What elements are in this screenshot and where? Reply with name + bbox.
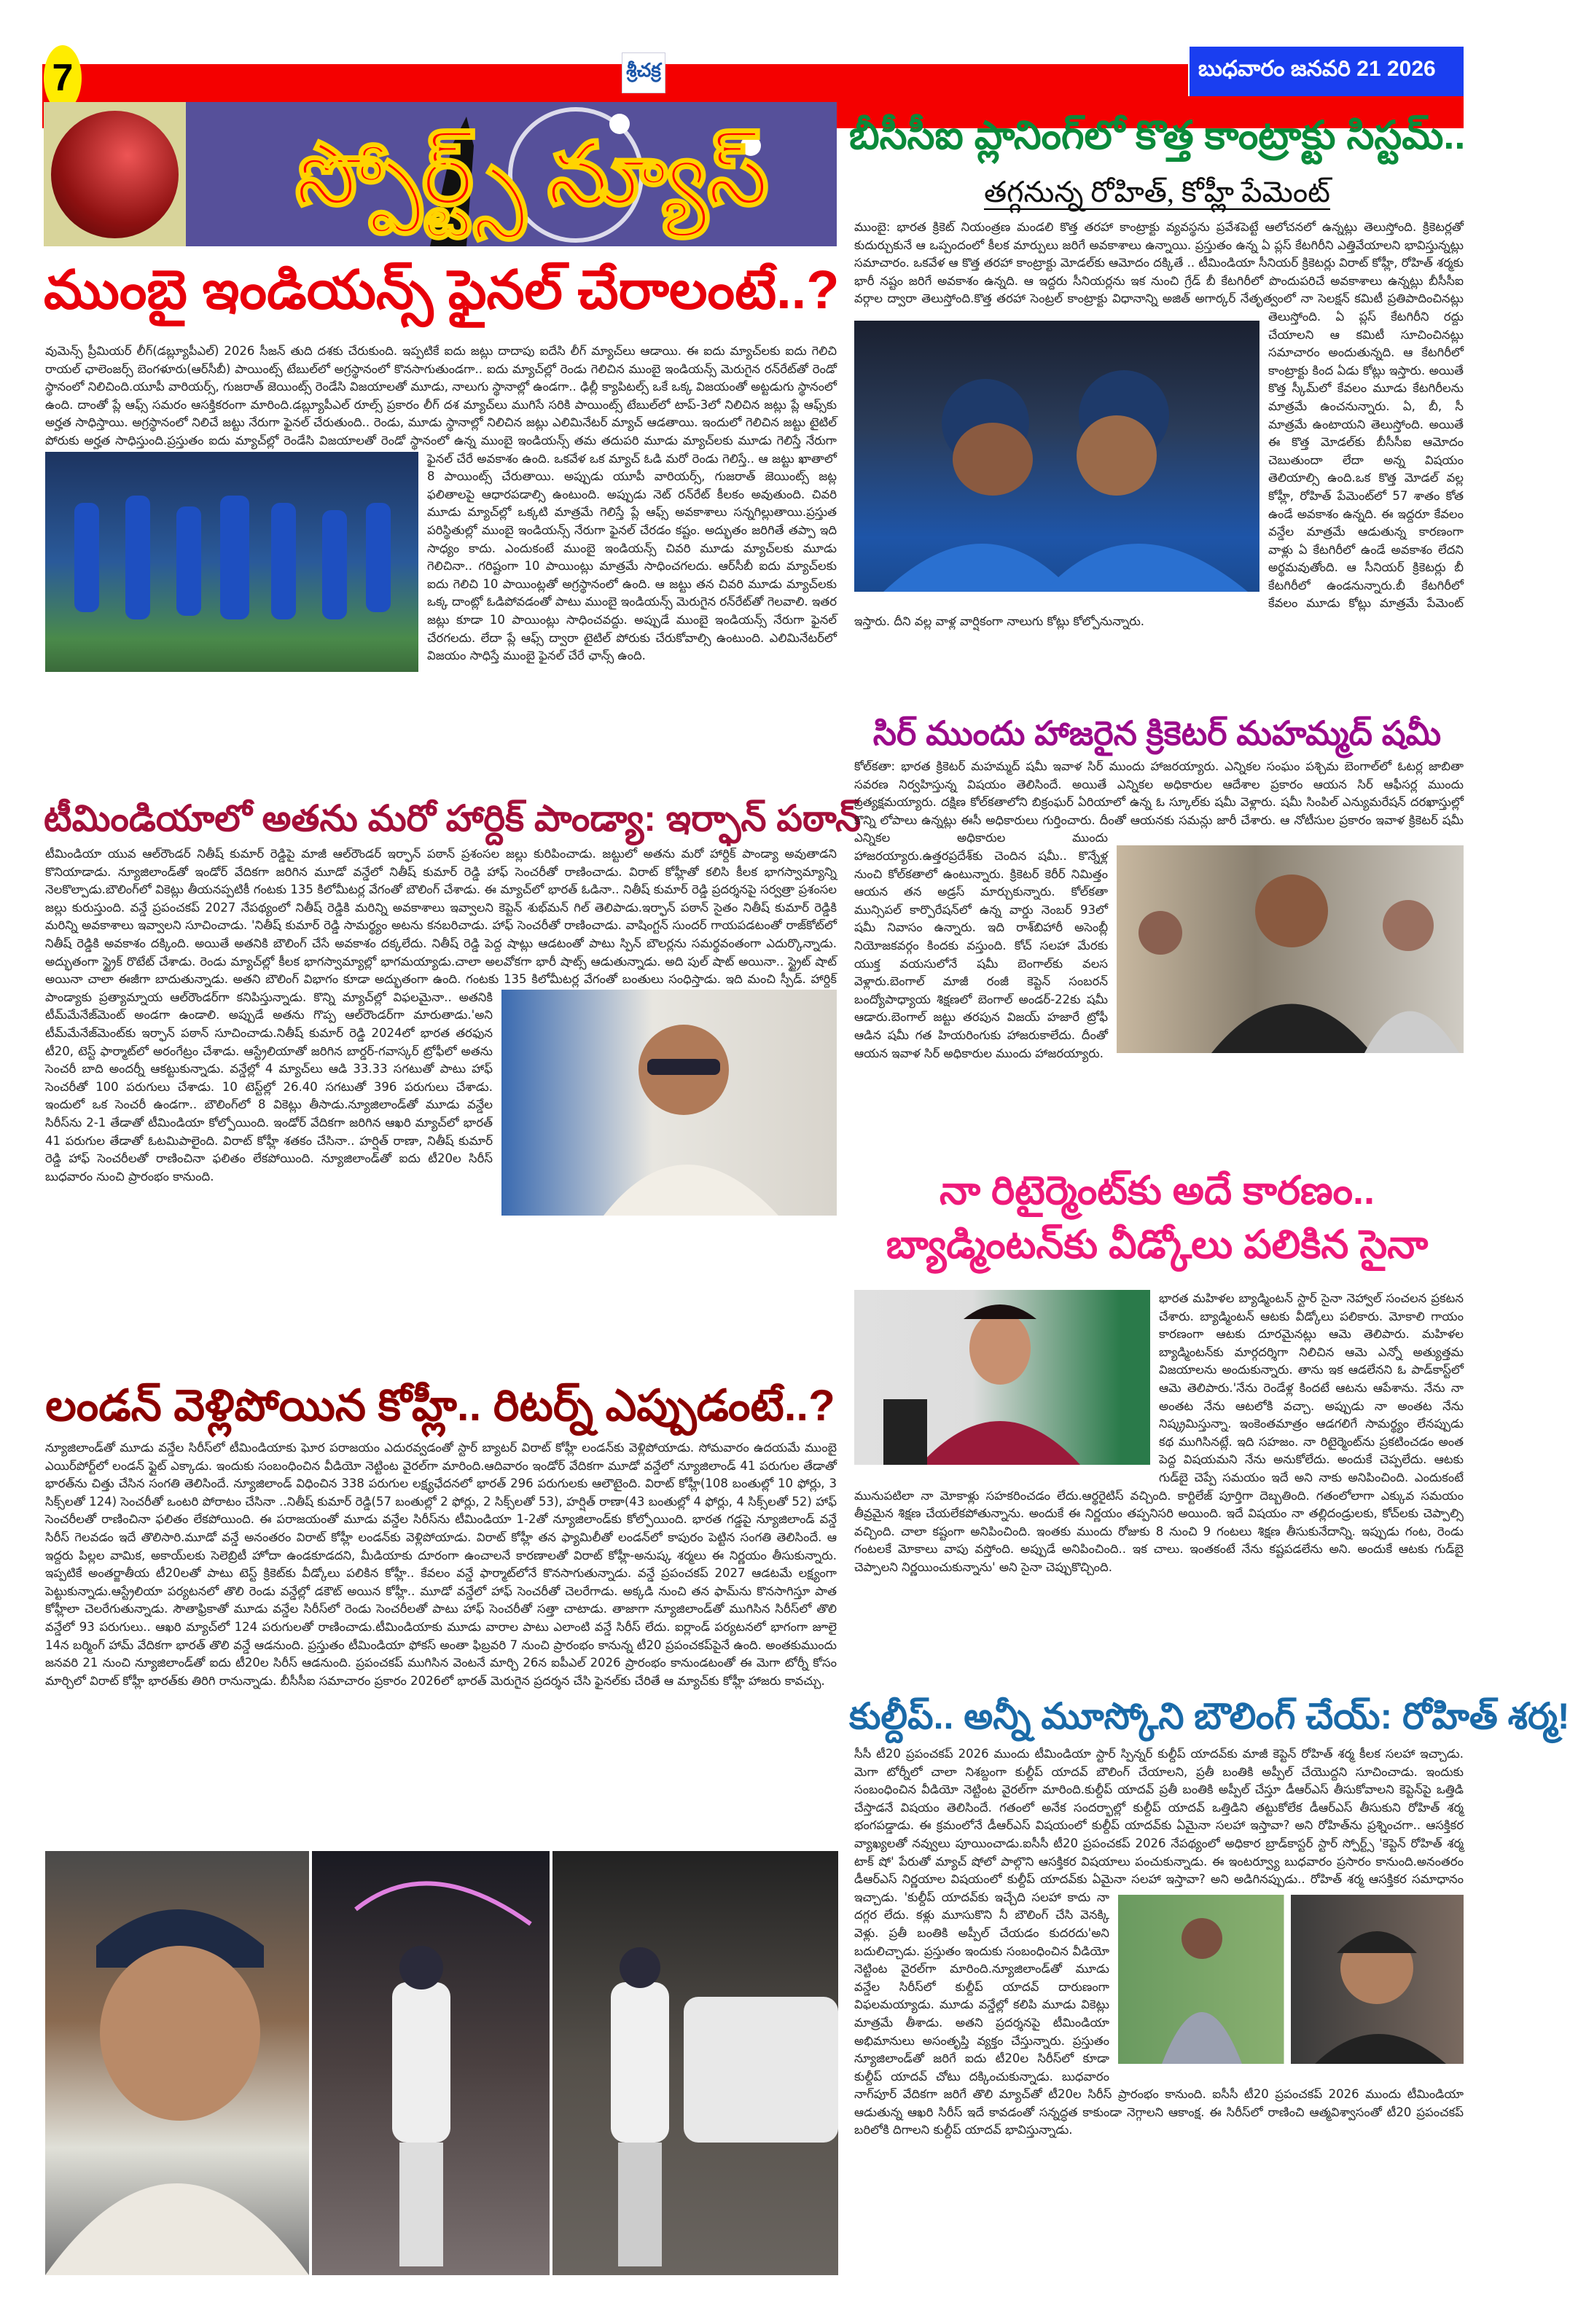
cricket-ball-image [44,102,186,246]
article-headline: లండన్ వెళ్లిపోయిన కోహ్లీ.. రిటర్న్ ఎప్పుడంటే..? [45,1381,835,1430]
subheadline-text: తగ్గనున్న రోహిత్, కోహ్లీ పేమెంట్ [984,176,1330,208]
article-headline: సిర్ ముందు హాజరైన క్రికెటర్ మహమ్మద్ షమీ [872,714,1442,752]
saina-nehwal-photo [854,1290,1150,1465]
article-text: ముంబై: భారత క్రికెట్ నియంత్రణ మండలి కొత్త తరహా కాంట్రాక్టు వ్యవస్థను ప్రవేశపెట్టే ఆలోచనలో ఉన్నట్లు తెలుస్తోంది. క్రికెటర్లతో కుదుర్చుకునే ఆ ఒప్పందంలో కీలక మార్పులు జరిగే అవకాశాలు ఉన్నాయి. ప్రస్తుతం ఉన్న ఏ ప్లస్ కేటగిరీని ఎత్తివేయాలని భావిస్తున్నట్లు సమాచారం. ఒకవేళ ఆ కొత్త తరహా కాంట్రాక్టు మోడల్‌కు ఆమోదం దక్కితే .. టీమిండియా సీనియర్ క్రికెటర్లు విరాట్ కోహ్లీ, రోహిత్ శర్మకు భారీ నష్టం జరిగే అవకాశం ఉన్నది. ఆ ఇద్దరు సీనియర్లను ఇక నుంచి గ్రేడ్ బీ కేటగిరీలో పొందుపరిచే అవకాశాలు ఉన్నట్లు బీసీసీఐ వర్గాల ద్వారా తెలుస్తోంది.కొత్త తరహా సెంట్రల్ కాంట్రాక్టు విధానాన్ని అజిత్ అగార్కర్ నేతృత్వంలో నా సెలక్షన్ కమిటీ ప్రతిపాదించినట్లు తెలుస్తోంది. ఏ ప్లస్ కేటగిరీని రద్దు చేయాలని ఆ కమిటీ సూచించినట్లు సమాచారం అందుతున్నది. ఆ కేటగిరీలో కాంట్రాక్టు కింద ఏడు కోట్లు ఇస్తారు. అయితే కొత్త స్కీమ్‌లో కేవలం మూడు కేటగిరీలను మాత్రమే ఉంచనున్నారు. ఏ, బీ, సీ మాత్రమే ఉంటాయని తెలుస్తోంది. అయితే ఈ కొత్త మోడల్‌కు బీసీసీఐ ఆమోదం చెబుతుందా లేదా అన్న విషయం తెలియాల్సి ఉంది.ఒక కొత్త మోడల్ వల్ల కోహ్లీ, రోహిత్ పేమెంట్‌లో 57 శాతం కోత ఉండే అవకాశం ఉన్నది. ఈ ఇద్దరూ కేవలం వన్డేల మాత్రమే ఆడుతున్న కారణంగా వాళ్లు ఏ కేటగిరీలో ఉండే అవకాశం లేదని అర్థమవుతోంది. ఆ సీనియర్ క్రికెటర్లు బీ కేటగిరీలో ఉండనున్నారు.బీ కేటగిరీలో కేవలం మూడు కోట్లు మాత్రమే పేమెంట్ ఇస్తారు. దీని వల్ల వాళ్ల వార్షికంగా నాలుగు కోట్లు కోల్పోనున్నారు. [854,220,1464,629]
newspaper-logo: శ్రీచక్ర [622,52,665,93]
mumbai-indians-team-photo [45,452,418,672]
article-body [45,1439,837,1840]
article-headline: బీసీసీఐ ప్లానింగ్‌లో కొత్త కాంట్రాక్టు సిస్టమ్.. [849,114,1466,157]
article-subheadline [849,172,1465,213]
article-text: సీసీ టీ20 ప్రపంచకప్ 2026 ముందు టీమిండియా స్టార్ స్పిన్నర్ కుల్దీప్ యాదవ్‌కు మాజీ కెప్టెన్ రోహిత్ శర్మ కీలక సలహా ఇచ్చాడు. మెగా టోర్నీలో చాలా నిశబ్దంగా కుల్దీప్ యాదవ్ బౌలింగ్ చేయాలని, ప్రతీ బంతికి అప్పీల్ చేయొద్దని సూచించాడు. ఇందుకు సంబంధించిన వీడియో నెట్టింట వైరల్‌గా మారింది.కుల్దీప్ యాదవ్ ప్రతీ బంతికి అప్పీల్ చేస్తూ డీఆర్‌ఎస్ తీసుకోవాలని కెప్టెన్‌పై ఒత్తిడి చేస్తాడనే విషయం తెలిసిందే. గతంలో అనేక సందర్భాల్లో కుల్దీప్ యాదవ్ ఒత్తిడిని తట్టుకోలేక డీఆర్‌ఎస్ తీసుకుని రోహిత్ శర్మ భంగపడ్డాడు. ఈ క్రమంలోనే డీఆర్‌ఎస్ విషయంలో కుల్దీప్ యాదవ్‌కు ఏమైనా సలహా ఇస్తావా? అని రోహిత్‌ను ప్రశ్నించగా.. ఆసక్తికర వ్యాఖ్యలతో నవ్వులు పూయించాడు.ఐసీసీ టీ20 ప్రపంచకప్ 2026 నేపథ్యంలో అధికార బ్రాడ్‌కాస్టర్ స్టార్ స్పోర్ట్స్ 'కెప్టెన్ రోహిత్ శర్మ టాక్ షో' పేరుతో మ్యాచ్ షోలో పాల్గొని ఆసక్తికర విషయాలు పంచుకున్నాడు. ఈ ఇంటర్వ్యూ బుధవారం ప్రసారం కానుంది.అనంతరం డీఆర్‌ఎస్ నిర్ణయాల విషయంలో కుల్దీప్ యాదవ్‌కు ఏమైనా సలహా ఇస్తావా? అని అడిగినప్పుడు.. రోహిత్ శర్మ ఆసక్తికర సమాధానం ఇచ్చాడు. 'కుల్దీప్ యాదవ్‌కు ఇచ్చేది సలహా కాదు నా దగ్గర లేదు. కళ్లు మూసుకొని నీ బౌలింగ్ చేసి వెనక్కి వెళ్లు. ప్రతీ బంతికి అప్పీల్ చేయడం కుదరదు'అని బదులిచ్చాడు. ప్రస్తుతం ఇందుకు సంబంధించిన వీడియో నెట్టింట వైరల్‌గా మారింది.న్యూజిలాండ్‌తో మూడు వన్డేల సిరీస్‌లో కుల్దీప్ యాదవ్ దారుణంగా విఫలమయ్యాడు. మూడు వన్డేల్లో కలిపి మూడు వికెట్లు మాత్రమే తీశాడు. అతని ప్రదర్శనపై టీమిండియా అభిమానులు అసంతృప్తి వ్యక్తం చేస్తున్నారు. ప్రస్తుతం న్యూజిలాండ్‌తో జరిగే ఐదు టీ20ల సిరీస్‌లో కూడా కుల్దీప్ యాదవ్ చోటు దక్కించుకున్నాడు. బుధవారం నాగ్‌పూర్ వేదికగా జరిగే తొలి మ్యాచ్‌తో టీ20ల సిరీస్ ప్రారంభం కానుంది. ఐసీసీ టీ20 ప్రపంచకప్ 2026 ముందు టీమిండియా ఆడుతున్న ఆఖరి సిరీస్ ఇదే కావడంతో సన్నద్ధత కాకుండా నెగ్గాలని ఆకాంక్ష. ఈ సిరీస్‌లో రాణించి ఆత్మవిశ్వాసంతో టీ20 ప్రపంచకప్ బరిలోకి దిగాలని కుల్దీప్ యాదవ్ భావిస్తున్నాడు. [854,1747,1464,2137]
kohli-closeup-photo [45,1851,309,2275]
article-text: కోల్‌కతా: భారత క్రికెటర్ మహమ్మద్ షమీ ఇవాళ సిర్ ముందు హాజరయ్యారు. ఎన్నికల సంఘం పశ్చిమ బెంగాల్‌లో ఓటర్ల జాబితా సవరణ నిర్వహిస్తున్న విషయం తెలిసిందే. అయితే ఎన్నికల అధికారుల ఆదేశాల ప్రకారం ఆయన సిర్ ఆఫీసర్ల ముందు ప్రత్యక్షమయ్యారు. దక్షిణ కోల్‌కతాలోని బిక్రంఘర్ ఏరియాలో ఉన్న ఓ స్కూల్‌కు షమీ వెళ్లారు. షమీ సింపిల్ ఎన్యుమరేషన్ దరఖాస్తుల్లో కొన్ని లోపాలు ఉన్నట్లు ఈసీ అధికారులు గుర్తించారు. దీంతో ఆయనకు సమన్లు జారీ చేశారు. ఆ నోటీసుల ప్రకారం ఇవాళ క్రికెటర్ షమీ ఎన్నికల అధికారుల ముందు హాజరయ్యారు.ఉత్తరప్రదేశ్‌కు చెందిన షమీ.. కొన్నేళ్ల నుంచి కోల్‌కతాలో ఉంటున్నారు. క్రికెటర్ కెరీర్ నిమిత్తం ఆయన తన అడ్రస్ మార్చుకున్నారు. కోల్‌కతా మున్సిపల్ కార్పొరేషన్‌లో ఉన్న వార్డు నెంబర్ 93లో షమీ నివాసం ఉన్నారు. ఇది రాశ్‌బిహారీ అసెంబ్లీ నియోజకవర్గం కిందకు వస్తుంది. కోచ్ సలహా మేరకు యుక్త వయసులోనే షమీ బెంగాల్‌కు వలస వెళ్లారు.బెంగాల్ మాజీ రంజీ కెప్టెన్ సంబరన్ బంద్యోపాధ్యాయ శిక్షణలో బెంగాల్ అండర్-22కు షమీ ఆడారు.బెంగాల్ జట్టు తరపున విజయ్ హజారే ట్రోఫీ ఆడిన షమీ గత హియరింగుకు హాజరుకాలేదు. దీంతో ఆయన ఇవాళ సిర్ అధికారుల ముందు హాజరయ్యారు. [854,759,1464,1060]
article-text: టీమిండియా యువ ఆల్‌రౌండర్ నితీష్ కుమార్ రెడ్డిపై మాజీ ఆల్‌రౌండర్ ఇర్ఫాన్ పఠాన్ ప్రశంసల జల్లు కురిపించాడు. జట్టులో అతను మరో హార్దిక్ పాండ్యా అవుతాడని కొనియాడాడు. న్యూజిలాండ్‌తో ఇండోర్ వేదికగా జరిగిన మూడో వన్డేలో నితీష్ కుమార్ రెడ్డి హాఫ్ సెంచరీతో రాణించాడు. విరాట్ కోహ్లీతో కలిసి కీలక భాగస్వామ్యాన్ని నెలకొల్పాడు.బౌలింగ్‌లో వికెట్లు తీయనప్పటికీ గంటకు 135 కిలోమీటర్ల వేగంతో బౌలింగ్ చేశాడు. ఈ మ్యాచ్‌లో భారత్ ఓడినా.. నితీష్ కుమార్ రెడ్డి ప్రదర్శనపై సర్వత్రా ప్రశంసల జల్లు కురుస్తుంది. వన్డే ప్రపంచకప్ 2027 నేపథ్యంలో నితీష్ రెడ్డికి మరిన్ని అవకాశాలు ఇవ్వాలని కెప్టెన్ శుభ్‌మన్ గిల్ తెలిపాడు.ఇర్ఫాన్ పఠాన్ సైతం నితీష్ కుమార్ రెడ్డికి మరిన్ని అవకాశాలు ఇవ్వాలని సూచించాడు. 'నితీష్ కుమార్ రెడ్డి సామర్థ్యం అటను కనబరిచాడు. హాఫ్ సెంచరీతో రాణించాడు. వాషింగ్టన్ సుందర్ గాయపడటంతో రాజ్‌కోట్‌లో నితీష్ రెడ్డికి అవకాశం దక్కింది. అయితే అతనికి బౌలింగ్ చేసే అవకాశం దక్కలేదు. నితీష్ రెడ్డి పెద్ద షాట్లు ఆడటంతో పాటు స్పిన్ బౌలర్లను సమర్థవంతంగా ఎదుర్కొన్నాడు. అద్భుతంగా స్ట్రైక్ రొటేట్ చేశాడు. రెండు మ్యాచ్‌ల్లో కీలక భాగస్వామ్యాల్లో భాగమయ్యాడు.చాలా అలవోకగా భారీ షాట్స్ ఆడుతున్నాడు. అది పుల్ షాట్ అయినా.. స్ట్రైట్ షాట్ అయినా చాలా ఈజీగా బాదుతున్నాడు. అతని బౌలింగ్ విభాగం కూడా అద్భుతంగా ఉంది. గంటకు 135 కిలోమీటర్ల వేగంతో బంతులు సంధిస్తాడు. ఇది మంచి స్పీడ్. హార్దిక్ పాండ్యాకు ప్రత్యామ్నాయ ఆల్‌రౌండర్‌గా కనిపిస్తున్నాడు. కొన్ని మ్యాచ్‌ల్లో విఫలమైనా.. అతనికి టీమ్‌మేనేజ్‌మెంట్ అండగా ఉండాలి. అప్పుడే అతను గొప్ప ఆల్‌రౌండర్‌గా మారుతాడు.'అని టీమ్‌మేనేజ్‌మెంట్‌కు ఇర్ఫాన్ పఠాన్ సూచించాడు.నితీష్ కుమార్ రెడ్డి 2024లో భారత తరఫున టీ20, టెస్ట్ ఫార్మాట్‌లో అరంగేట్రం చేశాడు. ఆస్ట్రేలియాతో జరిగిన బార్డర్-గవాస్కర్ ట్రోఫీలో అతను సెంచరీ బాది అందర్నీ ఆకట్టుకున్నాడు. వన్డేల్లో 4 మ్యాచ్‌లు ఆడి 33.33 సగటుతో పాటు హాఫ్ సెంచరీతో 100 పరుగులు చేశాడు. 10 టెస్ట్‌ల్లో 26.40 సగటుతో 396 పరుగులు చేశాడు. ఇందులో ఒక సెంచరీ ఉండగా.. బౌలింగ్‌లో 8 వికెట్లు తీసాడు.న్యూజిలాండ్‌తో మూడు వన్డేల సిరీస్‌ను 2-1 తేడాతో టీమిండియా కోల్పోయింది. ఇండోర్ వేదికగా జరిగిన ఆఖరి మ్యాచ్‌లో భారత్ 41 పరుగుల తేడాతో ఓటమిపాలైంది. విరాట్ కోహ్లీ శతకం చేసినా.. హర్షిత్ రాణా, నితీష్ కుమార్ రెడ్డి హాఫ్ సెంచరీలతో రాణించినా ఫలితం లేకపోయింది. న్యూజిలాండ్‌తో ఐదు టీ20ల సిరీస్ బుధవారం నుంచి ప్రారంభం కానుంది. [45,847,837,1183]
sports-news-banner [44,102,837,246]
mohammed-shami-photo [1117,845,1464,1053]
article-headline-line1: నా రిటైర్మెంట్‌కు అదే కారణం.. [940,1169,1375,1213]
issue-date: బుధవారం జనవరి 21 2026 [1188,47,1464,96]
kohli-airport-photo [312,1851,550,2275]
article-headline: కుల్దీప్.. అన్నీ మూస్కోని బౌలింగ్ చేయ్: రోహిత్ శర్మ! [849,1696,1570,1737]
article-text: భారత మహిళల బ్యాడ్మింటన్ స్టార్ సైనా నెహ్వాల్ సంచలన ప్రకటన చేశారు. బ్యాడ్మింటన్ ఆటకు వీడ్కోలు పలికారు. మోకాలి గాయం కారణంగా ఆటకు దూరమైనట్లు ఆమె తెలిపారు. మహిళల బ్యాడ్మింటన్‌కు మార్గదర్శిగా నిలిచిన ఆమె ఎన్నో అత్యుత్తమ విజయాలను అందుకున్నారు. తాను ఇక ఆడలేనని ఓ పాడ్‌కాస్ట్‌లో ఆమె తెలిపారు.'నేను రెండేళ్ల కిందటే ఆటను ఆపేశాను. నేను నా అంతట నేను ఆటలోకి వచ్చా. అప్పుడు నా అంతట నేను నిష్క్రమిస్తున్నా. ఇంకెంతమాత్రం ఆడగలిగే సామర్థ్యం లేనప్పుడు కథ ముగిసినట్లే. ఇది సహజం. నా రిటైర్మెంట్‌ను ప్రకటించడం అంత పెద్ద విషయమని నేను అనుకోలేదు. అందుకే చెప్పలేదు. ఆటకు గుడ్‌బై చెప్పే సమయం ఇదే అని నాకు అనిపించింది. ఎందుకంటే మునుపటిలా నా మోకాళ్లు సహకరించడం లేదు.ఆర్థరైటిస్ వచ్చింది. కార్టిలేజ్ పూర్తిగా దెబ్బతింది. గతంలోలాగా ఎక్కువ సమయం తీవ్రమైన శిక్షణ చేయలేకపోతున్నాను. అందుకే ఈ నిర్ణయం తప్పనిసరి అయింది. ఇదే విషయం నా తల్లిదండ్రులకు, కోచ్‌లకు చెప్పాల్సి వచ్చింది. చాలా కష్టంగా అనిపించింది. ఇంతకు ముందు రోజుకు 8 నుంచి 9 గంటలు శిక్షణ తీసుకునేదాన్ని. ఇప్పుడు గంట, రెండు గంటలకే మోకాలు వాపు వస్తోంది. అప్పుడే అనిపించింది.. ఇక చాలు. ఇంతకంటే నేను కష్టపడలేను అని. అందుకే ఆటకు గుడ్‌బై చెప్పాలని నిర్ణయించుకున్నాను' అని సైనా చెప్పుకొచ్చింది. [854,1291,1464,1574]
article-body [45,845,837,1370]
article-text: వుమెన్స్ ప్రీమియర్ లీగ్(డబ్ల్యూపీఎల్) 2026 సీజన్ తుది దశకు చేరుకుంది. ఇప్పటికే ఐదు జట్లు దాదాపు ఐదేసి లీగ్ మ్యాచ్‌లు ఆడాయి. ఈ ఐదు మ్యాచ్‌లకు ఐదు గెలిచి రాయల్ ఛాలెంజర్స్ బెంగళూరు(ఆర్‌సీబీ) పాయింట్స్ టేబుల్‌లో అగ్రస్థానంలో కొనసాగుతుండగా.. ఐదు మ్యాచ్‌ల్లో రెండు గెలిచిన ముంబై ఇండియన్స్ మెరుగైన రన్‌రేట్‌తో రెండో స్థానంలో నిలిచింది.యూపీ వారియర్స్, గుజరాత్ జెయింట్స్ రెండేసి విజయాలతో మూడు, నాలుగు స్థానాల్లో ఉండగా.. ఢిల్లీ క్యాపిటల్స్ ఒకే ఒక్క విజయంతో అట్టడుగు స్థానంలో ఉంది. దాంతో ప్లే ఆఫ్స్ సమరం ఆసక్తికరంగా మారింది.డబ్ల్యూపీఎల్ రూల్స్ ప్రకారం లీగ్ దశ మ్యాచ్‌లు ముగిసే సరికి పాయింట్స్ టేబుల్‌లో టాప్-3లో నిలిచిన జట్లు ప్లే ఆఫ్స్‌కు అర్హత సాధిస్తాయి. అగ్రస్థానంలో నిలిచే జట్టు నేరుగా ఫైనల్ చేరుతుంది.. రెండు, మూడు స్థానాల్లో నిలిచిన జట్లు ఎలిమినేటర్ మ్యాచ్ ఆడతాయి. ఇందులో గెలిచిన జట్టు టైటిల్ పోరుకు అర్హత సాధిస్తుంది.ప్రస్తుతం ఐదు మ్యాచ్‌ల్లో రెండేసి విజయాలతో రెండో స్థానంలో ఉన్న ముంబై ఇండియన్స్ తమ తదుపరి మూడు మ్యాచ్‌లకు మూడు గెలిస్తే నేరుగా ఫైనల్ చేరే అవకాశం ఉంది. ఒకవేళ ఒక మ్యాచ్ ఓడి మరో రెండు గెలిస్తే.. ఆ జట్టు ఖాతాలో 8 పాయింట్స్ చేరుతాయి. అప్పుడు యూపీ వారియర్స్, గుజరాత్ జెయింట్స్ జట్ల ఫలితాలపై ఆధారపడాల్సి ఉంటుంది. అప్పుడు నెట్ రన్‌రేట్ కీలకం అవుతుంది. చివరి మూడు మ్యాచ్‌ల్లో ఒక్కటి మాత్రమే గెలిస్తే ప్లే ఆఫ్స్ అవకాశాలు సన్నగిల్లుతాయి.ప్రస్తుత పరిస్థితుల్లో ముంబై ఇండియన్స్ నేరుగా ఫైనల్ చేరడం కష్టం. అద్భుతం జరిగితే తప్పా ఇది సాధ్యం కాదు. ఎందుకంటే ముంబై ఇండియన్స్ చివరి మూడు మ్యాచ్‌లకు మూడు గెలిచినా.. గరిష్టంగా 10 పాయింట్లు మాత్రమే సాధించగలదు. ఆర్‌సీబీ ఐదు మ్యాచ్‌లకు ఐదు గెలిచి 10 పాయింట్లతో అగ్రస్థానంలో ఉంది. ఆ జట్టు తన చివరి మూడు మ్యాచ్‌లకు ఒక్క దాంట్లో ఓడిపోవడంతో పాటు ముంబై ఇండియన్స్ మెరుగైన రన్‌రేట్‌తో గెలవాలి. ఇతర జట్లు కూడా 10 పాయింట్లు సాధించవద్దు. అప్పుడే ముంబై ఇండియన్స్ నేరుగా ఫైనల్ చేరగలదు. లేదా ప్లే ఆఫ్స్ ద్వారా టైటిల్ పోరుకు చేరుకోవాల్సి ఉంటుంది. ఎలిమినేటర్‌లో విజయం సాధిస్తే ముంబై ఫైనల్ చేరే ఛాన్స్ ఉంది. [45,344,837,663]
page-number: 7 [44,45,82,111]
kuldeep-rohit-photo [1118,1895,1464,2064]
article-body [854,1745,1464,2285]
article-body [854,1290,1464,1683]
kohli-car-photo [552,1851,838,2275]
banner-title: స్పోర్ట్స్ న్యూస్ [295,126,769,223]
article-body [854,219,1464,707]
irfan-pathan-photo [501,990,837,1216]
article-body [45,343,837,794]
article-text: న్యూజిలాండ్‌తో మూడు వన్డేల సిరీస్‌లో టీమిండియాకు ఘోర పరాజయం ఎదురవ్వడంతో స్టార్ బ్యాటర్ విరాట్ కోహ్లీ లండన్‌కు వెళ్లిపోయాడు. సోమవారం ఉదయమే ముంబై ఎయిర్‌పోర్ట్‌లో లండన్ ఫ్లైట్ ఎక్కాడు. ఇందుకు సంబంధించిన వీడియో నెట్టింట వైరల్‌గా మారింది.ఆదివారం ఇండోర్ వేదికగా మూడో వన్డేలో న్యూజిలాండ్ 41 పరుగుల తేడాతో భారత్‌ను చిత్తు చేసిన సంగతి తెలిసిందే. న్యూజిలాండ్ విధించిన 338 పరుగుల లక్ష్యఛేదనలో భారత్ 296 పరుగులకు ఆలౌటైంది. విరాట్ కోహ్లీ(108 బంతుల్లో 10 ఫోర్లు, 3 సిక్స్‌లతో 124) సెంచరీతో ఒంటరి పోరాటం చేసినా ..నితీష్ కుమార్ రెడ్డి(57 బంతుల్లో 2 ఫోర్లు, 2 సిక్స్‌లతో 53), హర్షిత్ రాణా(43 బంతుల్లో 4 ఫోర్లు, 4 సిక్స్‌లతో 52) హాఫ్ సెంచరీలతో రాణించినా ఫలితం లేకపోయింది. ఈ పరాజయంతో మూడు వన్డేల సిరీస్‌ను టీమిండియా 1-2తో న్యూజిలాండ్‌కు కోల్పోయింది. భారత గడ్డపై న్యూజిలాండ్ వన్డే సిరీస్ గెలవడం ఇదే తొలిసారి.మూడో వన్డే అనంతరం విరాట్ కోహ్లీ లండన్‌కు వెళ్లిపోయాడు. విరాట్ కోహ్లీ తన ఫ్యామిలీతో లండన్‌లో కాపురం పెట్టిన సంగతి తెలిసిందే. ఆ ఇద్దరు పిల్లల వామిక, అకాయ్‌లకు సెలెబ్రిటీ హోదా ఉండకూడదని, మీడియాకు దూరంగా ఉంచాలనే కారణాలతో విరాట్ కోహ్లీ-అనుష్క శర్మలు ఈ నిర్ణయం తీసుకున్నారు. ఇప్పటికే అంతర్జాతీయ టీ20లతో పాటు టెస్ట్ క్రికెట్‌కు వీడ్కోలు పలికిన కోహ్లీ.. కేవలం వన్డే ఫార్మాట్‌లోనే కొనసాగుతున్నాడు. వన్డే ప్రపంచకప్ 2027 ఆడటమే లక్ష్యంగా పెట్టుకున్నాడు.ఆస్ట్రేలియా పర్యటనలో తొలి రెండు వన్డేల్లో డకౌట్ అయిన కోహ్లీ.. మూడో వన్డేలో హాఫ్ సెంచరీతో చెలరేగాడు. అక్కడి నుంచి తన ఫామ్‌ను కొనసాగిస్తూ పాత కోహ్లీలా చెలరేగుతున్నాడు. సౌతాఫ్రికాతో మూడు వన్డేల సిరీస్‌లో రెండు సెంచరీలతో పాటు హాఫ్ సెంచరీతో సత్తా చాటాడు. తాజాగా న్యూజిలాండ్‌తో ముగిసిన సిరీస్‌లో తొలి వన్డేలో 93 పరుగులు.. ఆఖరి మ్యాచ్‌లో 124 పరుగులతో రాణించాడు.టీమిండియాకు మూడు వారాల పాటు ఎలాంటి వన్డే సిరీస్ లేదు. ఐర్లాండ్ పర్యటనలో భాగంగా జూలై 14న బర్మింగ్ హామ్ వేదికగా భారత్ తొలి వన్డే ఆడనుంది. ప్రస్తుతం టీమిండియా ఫోకస్ అంతా ఫిబ్రవరి 7 నుంచి ప్రారంభం కానున్న టీ20 ప్రపంచకప్‌పైనే ఉంది. అంతకుముందు జనవరి 21 నుంచి న్యూజిలాండ్‌తో ఐదు టీ20ల సిరీస్ ఆడనుంది. ప్రపంచకప్ ముగిసిన వెంటనే మార్చి 26న ఐపీఎల్ 2026 ప్రారంభం కానుండటంతో ఈ మెగా టోర్నీ కోసం మార్చిలో విరాట్ కోహ్లీ భారత్‌కు తిరిగి రానున్నాడు. బీసీసీఐ సమాచారం ప్రకారం 2026లో భారత్ మెరుగైన ప్రదర్శన చేసి ఫైనల్‌కు చేరితే ఆ మ్యాచ్‌కు కోహ్లీ హాజరు కావచ్చు. [45,1441,837,1688]
article-headline-line2: బ్యాడ్మింటన్‌కు వీడ్కోలు పలికిన సైనా [886,1223,1429,1267]
rohit-kohli-photo [854,321,1259,592]
article-headline: టీమిండియాలో అతను మరో హార్దిక్ పాండ్యా: ఇర్ఫాన్ పఠాన్ [44,798,862,839]
article-body [854,758,1464,1155]
article-headline: ముంబై ఇండియన్స్ ఫైనల్ చేరాలంటే..? [44,259,840,320]
